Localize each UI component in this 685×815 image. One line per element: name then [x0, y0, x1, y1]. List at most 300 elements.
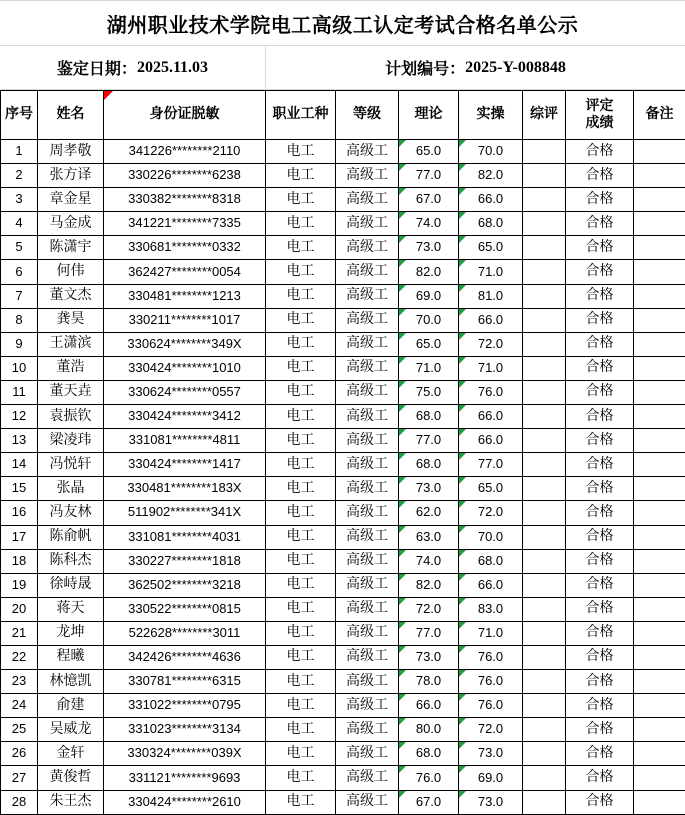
assessment-date-value: 2025.11.03: [136, 58, 209, 76]
cell-text: 72.0: [477, 335, 504, 351]
col-header-label: 姓名: [56, 106, 85, 122]
cell-text: 陈科杰: [49, 553, 92, 569]
cell-text: 高级工: [346, 312, 388, 328]
table-row: [1, 742, 685, 766]
cell-text: 69.0: [477, 769, 504, 785]
cell-trade: [266, 501, 336, 525]
cell-trade: [266, 429, 336, 453]
cell-text: 68.0: [415, 408, 442, 424]
cell-text: 电工: [286, 553, 315, 569]
cell-practice: [459, 236, 523, 260]
cell-level: [336, 790, 399, 814]
cell-text: 电工: [286, 167, 315, 183]
cell-text: 80.0: [415, 721, 442, 737]
cell-overall: [523, 549, 566, 573]
cell-practice: [459, 549, 523, 573]
cell-text: 330424********2610: [128, 793, 241, 809]
cell-practice: [459, 477, 523, 501]
table-row: [1, 670, 685, 694]
table-row: [1, 621, 685, 645]
cell-level: [336, 140, 399, 164]
cell-text: 22: [11, 649, 27, 665]
text-format-indicator-icon: [459, 333, 466, 340]
cell-id_masked: [104, 236, 266, 260]
cell-theory: [399, 670, 459, 694]
cell-text: 电工: [286, 215, 315, 231]
cell-remark: [634, 453, 685, 477]
cell-result: [566, 260, 634, 284]
cell-level: [336, 236, 399, 260]
cell-text: 高级工: [346, 649, 388, 665]
cell-text: 66.0: [477, 191, 504, 207]
cell-text: 68.0: [415, 745, 442, 761]
cell-text: 23: [11, 673, 27, 689]
cell-text: 76.0: [477, 697, 504, 713]
cell-text: 蒋天: [56, 601, 85, 617]
cell-theory: [399, 525, 459, 549]
cell-name: [38, 429, 104, 453]
cell-text: 电工: [286, 673, 315, 689]
cell-remark: [634, 236, 685, 260]
cell-name: [38, 308, 104, 332]
cell-id_masked: [104, 718, 266, 742]
cell-id_masked: [104, 694, 266, 718]
cell-overall: [523, 212, 566, 236]
col-header-name: [38, 91, 104, 140]
cell-level: [336, 212, 399, 236]
cell-text: 林憶凯: [49, 673, 92, 689]
cell-text: 71.0: [415, 359, 442, 375]
cell-text: 11: [12, 384, 26, 400]
cell-trade: [266, 766, 336, 790]
cell-text: 朱王杰: [49, 794, 92, 810]
cell-text: 合格: [585, 312, 614, 328]
cell-practice: [459, 573, 523, 597]
cell-text: 电工: [286, 601, 315, 617]
cell-text: 高级工: [346, 504, 388, 520]
cell-id_masked: [104, 405, 266, 429]
cell-overall: [523, 332, 566, 356]
cell-level: [336, 573, 399, 597]
cell-name: [38, 236, 104, 260]
cell-text: 66.0: [477, 576, 504, 592]
table-row: [1, 188, 685, 212]
text-format-indicator-icon: [459, 670, 466, 677]
plan-number-cell: [266, 46, 685, 89]
cell-text: 65.0: [415, 143, 442, 159]
cell-result: [566, 332, 634, 356]
cell-level: [336, 645, 399, 669]
cell-level: [336, 477, 399, 501]
cell-text: 合格: [585, 529, 614, 544]
cell-remark: [634, 670, 685, 694]
cell-overall: [523, 621, 566, 645]
cell-overall: [523, 356, 566, 380]
cell-result: [566, 212, 634, 236]
cell-no: [1, 380, 38, 404]
text-format-indicator-icon: [459, 212, 466, 219]
title-row: [0, 0, 685, 46]
cell-text: 341226********2110: [128, 143, 241, 159]
cell-level: [336, 332, 399, 356]
cell-text: 71.0: [477, 624, 504, 640]
cell-theory: [399, 405, 459, 429]
text-format-indicator-icon: [459, 550, 466, 557]
cell-text: 73.0: [415, 239, 442, 255]
cell-practice: [459, 670, 523, 694]
cell-no: [1, 140, 38, 164]
text-format-indicator-icon: [399, 188, 406, 195]
cell-text: 330226********6238: [128, 167, 241, 183]
cell-text: 合格: [585, 167, 614, 183]
cell-text: 25: [11, 721, 27, 737]
cell-overall: [523, 453, 566, 477]
table-row: [1, 164, 685, 188]
cell-theory: [399, 501, 459, 525]
cell-text: 高级工: [346, 288, 388, 304]
cell-text: 电工: [286, 721, 315, 737]
cell-theory: [399, 742, 459, 766]
cell-remark: [634, 260, 685, 284]
cell-no: [1, 742, 38, 766]
cell-name: [38, 477, 104, 501]
cell-text: 合格: [585, 673, 614, 689]
cell-result: [566, 718, 634, 742]
cell-remark: [634, 332, 685, 356]
cell-text: 高级工: [346, 432, 388, 448]
cell-text: 330324********039X: [127, 745, 242, 761]
cell-text: 68.0: [477, 215, 504, 231]
cell-text: 电工: [286, 239, 315, 255]
table-row: [1, 308, 685, 332]
cell-trade: [266, 549, 336, 573]
cell-theory: [399, 212, 459, 236]
cell-text: 66.0: [477, 432, 504, 448]
cell-text: 9: [15, 335, 23, 351]
cell-text: 陈俞帆: [49, 529, 92, 544]
cell-result: [566, 645, 634, 669]
cell-text: 70.0: [477, 528, 504, 544]
cell-text: 72.0: [477, 504, 504, 520]
cell-id_masked: [104, 356, 266, 380]
cell-no: [1, 645, 38, 669]
col-header-label: 实操: [476, 106, 505, 122]
cell-text: 电工: [286, 625, 315, 641]
cell-overall: [523, 308, 566, 332]
cell-text: 高级工: [346, 697, 388, 713]
cell-result: [566, 284, 634, 308]
cell-text: 合格: [585, 456, 614, 472]
cell-text: 21: [11, 624, 27, 640]
cell-no: [1, 284, 38, 308]
text-format-indicator-icon: [459, 526, 466, 533]
cell-practice: [459, 525, 523, 549]
cell-text: 19: [11, 576, 27, 592]
cell-text: 高级工: [346, 143, 388, 159]
text-format-indicator-icon: [459, 140, 466, 147]
cell-text: 10: [11, 359, 27, 375]
cell-remark: [634, 380, 685, 404]
cell-text: 8: [15, 311, 23, 327]
cell-name: [38, 501, 104, 525]
cell-name: [38, 621, 104, 645]
text-format-indicator-icon: [399, 622, 406, 629]
cell-level: [336, 742, 399, 766]
cell-result: [566, 525, 634, 549]
cell-text: 73.0: [477, 793, 504, 809]
cell-name: [38, 453, 104, 477]
cell-text: 62.0: [415, 504, 442, 520]
cell-theory: [399, 260, 459, 284]
cell-text: 高级工: [346, 553, 388, 569]
cell-text: 15: [11, 480, 27, 496]
cell-overall: [523, 164, 566, 188]
text-format-indicator-icon: [399, 694, 406, 701]
cell-no: [1, 453, 38, 477]
cell-text: 周孝敬: [49, 143, 92, 159]
cell-name: [38, 766, 104, 790]
cell-remark: [634, 742, 685, 766]
cell-name: [38, 597, 104, 621]
cell-trade: [266, 308, 336, 332]
cell-text: 16: [11, 504, 27, 520]
text-format-indicator-icon: [399, 453, 406, 460]
cell-remark: [634, 501, 685, 525]
cell-text: 合格: [585, 143, 614, 159]
cell-text: 电工: [286, 480, 315, 496]
cell-text: 71.0: [477, 359, 504, 375]
cell-remark: [634, 790, 685, 814]
cell-result: [566, 429, 634, 453]
cell-text: 82.0: [415, 263, 442, 279]
cell-id_masked: [104, 501, 266, 525]
cell-theory: [399, 645, 459, 669]
text-format-indicator-icon: [459, 381, 466, 388]
text-format-indicator-icon: [459, 718, 466, 725]
cell-text: 76.0: [415, 769, 442, 785]
col-header-label: 理论: [414, 106, 443, 122]
text-format-indicator-icon: [399, 550, 406, 557]
cell-text: 电工: [286, 745, 315, 761]
cell-no: [1, 549, 38, 573]
table-row: [1, 260, 685, 284]
cell-text: 7: [15, 287, 23, 303]
cell-id_masked: [104, 477, 266, 501]
cell-result: [566, 477, 634, 501]
cell-text: 73.0: [415, 480, 442, 496]
cell-result: [566, 549, 634, 573]
table-row: [1, 790, 685, 814]
cell-overall: [523, 477, 566, 501]
cell-level: [336, 549, 399, 573]
cell-overall: [523, 380, 566, 404]
cell-text: 龙坤: [56, 625, 85, 641]
col-header-no: [1, 91, 38, 140]
cell-text: 81.0: [477, 287, 504, 303]
cell-text: 高级工: [346, 360, 388, 376]
cell-text: 高级工: [346, 577, 388, 593]
cell-result: [566, 380, 634, 404]
text-format-indicator-icon: [399, 742, 406, 749]
cell-text: 王潇滨: [49, 336, 92, 352]
cell-practice: [459, 284, 523, 308]
cell-text: 72.0: [477, 721, 504, 737]
cell-text: 331081********4811: [128, 432, 241, 448]
cell-text: 高级工: [346, 456, 388, 472]
text-format-indicator-icon: [399, 236, 406, 243]
cell-name: [38, 188, 104, 212]
text-format-indicator-icon: [459, 357, 466, 364]
cell-text: 合格: [585, 480, 614, 496]
cell-trade: [266, 573, 336, 597]
cell-theory: [399, 477, 459, 501]
cell-trade: [266, 597, 336, 621]
cell-remark: [634, 645, 685, 669]
cell-id_masked: [104, 549, 266, 573]
text-format-indicator-icon: [399, 429, 406, 436]
cell-text: 高级工: [346, 263, 388, 279]
cell-text: 合格: [585, 263, 614, 279]
cell-text: 合格: [585, 721, 614, 737]
cell-text: 74.0: [415, 215, 442, 231]
cell-practice: [459, 718, 523, 742]
cell-text: 董天垚: [49, 384, 92, 400]
cell-level: [336, 429, 399, 453]
cell-no: [1, 308, 38, 332]
text-format-indicator-icon: [399, 526, 406, 533]
cell-text: 合格: [585, 288, 614, 304]
cell-remark: [634, 766, 685, 790]
cell-text: 董文杰: [49, 288, 92, 304]
cell-id_masked: [104, 790, 266, 814]
cell-text: 电工: [286, 432, 315, 448]
cell-text: 3: [15, 191, 23, 207]
cell-text: 高级工: [346, 215, 388, 231]
cell-text: 俞建: [56, 697, 85, 713]
table-row: [1, 212, 685, 236]
text-format-indicator-icon: [459, 236, 466, 243]
cell-name: [38, 718, 104, 742]
cell-level: [336, 260, 399, 284]
text-format-indicator-icon: [399, 477, 406, 484]
cell-id_masked: [104, 621, 266, 645]
cell-practice: [459, 501, 523, 525]
cell-overall: [523, 645, 566, 669]
cell-overall: [523, 405, 566, 429]
text-format-indicator-icon: [459, 622, 466, 629]
text-format-indicator-icon: [399, 357, 406, 364]
cell-text: 电工: [286, 504, 315, 520]
cell-text: 69.0: [415, 287, 442, 303]
cell-remark: [634, 477, 685, 501]
col-header-id_masked: [104, 91, 266, 140]
cell-text: 77.0: [415, 167, 442, 183]
col-header-remark: [634, 91, 685, 140]
cell-theory: [399, 356, 459, 380]
cell-theory: [399, 140, 459, 164]
col-header-trade: [266, 91, 336, 140]
cell-practice: [459, 790, 523, 814]
cell-text: 电工: [286, 360, 315, 376]
cell-text: 电工: [286, 336, 315, 352]
cell-level: [336, 308, 399, 332]
cell-text: 电工: [286, 794, 315, 810]
cell-text: 高级工: [346, 601, 388, 617]
cell-level: [336, 356, 399, 380]
cell-theory: [399, 380, 459, 404]
cell-remark: [634, 308, 685, 332]
cell-remark: [634, 164, 685, 188]
cell-id_masked: [104, 212, 266, 236]
cell-practice: [459, 645, 523, 669]
cell-text: 合格: [585, 239, 614, 255]
assessment-date-cell: [0, 46, 266, 89]
cell-text: 合格: [585, 432, 614, 448]
cell-name: [38, 694, 104, 718]
cell-text: 330481********1213: [128, 287, 241, 303]
cell-text: 张晶: [56, 480, 85, 496]
cell-text: 合格: [585, 794, 614, 810]
text-format-indicator-icon: [399, 501, 406, 508]
cell-name: [38, 549, 104, 573]
cell-no: [1, 670, 38, 694]
text-format-indicator-icon: [459, 285, 466, 292]
cell-text: 65.0: [415, 335, 442, 351]
cell-text: 74.0: [415, 552, 442, 568]
cell-text: 522628********3011: [128, 624, 241, 640]
cell-level: [336, 188, 399, 212]
cell-overall: [523, 284, 566, 308]
cell-result: [566, 766, 634, 790]
cell-result: [566, 453, 634, 477]
cell-theory: [399, 621, 459, 645]
cell-text: 合格: [585, 769, 614, 785]
cell-id_masked: [104, 645, 266, 669]
cell-text: 76.0: [477, 384, 504, 400]
cell-text: 陈潇宇: [49, 239, 92, 255]
cell-id_masked: [104, 140, 266, 164]
cell-text: 电工: [286, 697, 315, 713]
cell-text: 合格: [585, 697, 614, 713]
cell-remark: [634, 525, 685, 549]
table-row: [1, 140, 685, 164]
cell-text: 72.0: [415, 600, 442, 616]
cell-text: 合格: [585, 649, 614, 665]
cell-remark: [634, 621, 685, 645]
cell-text: 合格: [585, 384, 614, 400]
cell-practice: [459, 164, 523, 188]
table-header-row: [1, 91, 685, 140]
cell-trade: [266, 670, 336, 694]
cell-theory: [399, 597, 459, 621]
cell-no: [1, 501, 38, 525]
cell-theory: [399, 453, 459, 477]
cell-no: [1, 573, 38, 597]
text-format-indicator-icon: [399, 646, 406, 653]
text-format-indicator-icon: [399, 718, 406, 725]
cell-text: 合格: [585, 745, 614, 761]
comment-marker-icon: [104, 91, 113, 100]
cell-text: 袁振钦: [49, 408, 92, 424]
cell-result: [566, 670, 634, 694]
text-format-indicator-icon: [459, 646, 466, 653]
table-row: [1, 597, 685, 621]
cell-text: 高级工: [346, 625, 388, 641]
cell-theory: [399, 766, 459, 790]
text-format-indicator-icon: [459, 164, 466, 171]
cell-text: 331121********9693: [128, 769, 241, 785]
cell-overall: [523, 140, 566, 164]
